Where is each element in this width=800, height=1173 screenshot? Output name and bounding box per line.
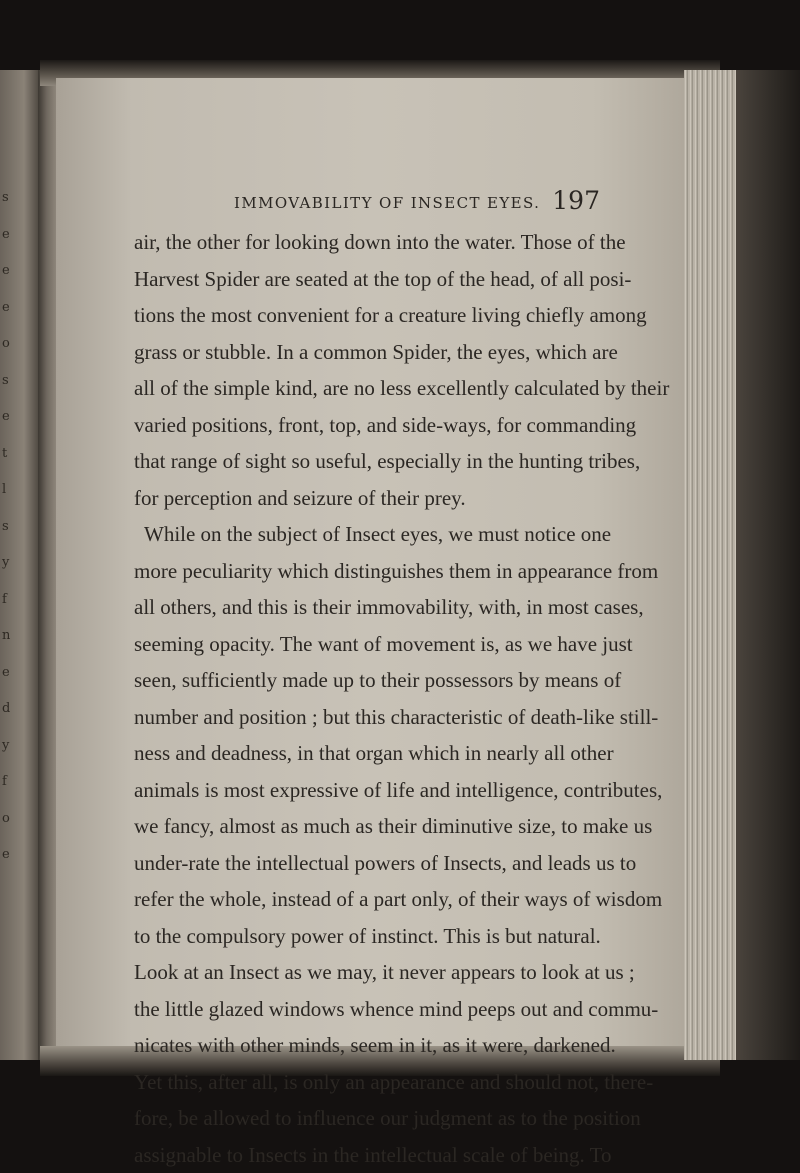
left-page-fragment: s xyxy=(2,373,9,388)
text-line: we fancy, almost as much as their diminutive size, to make us xyxy=(134,808,592,845)
left-page-fragment: d xyxy=(2,701,10,716)
text-line: fore, be allowed to influence our judgment as to the position xyxy=(134,1100,592,1137)
text-line: seeming opacity. The want of movement is, as we have just xyxy=(134,626,592,663)
left-page-fragment: e xyxy=(2,847,10,862)
text-line: Look at an Insect as we may, it never appears to look at us ; xyxy=(134,954,592,991)
text-line: air, the other for looking down into the water. Those of the xyxy=(134,224,592,261)
text-line: that range of sight so useful, especially in the hunting tribes, xyxy=(134,443,592,480)
background-shadow xyxy=(736,70,800,1060)
text-line: all of the simple kind, are no less excellently calculated by their xyxy=(134,370,592,407)
body-text xyxy=(134,224,594,1173)
running-head: IMMOVABILITY OF INSECT EYES. xyxy=(234,194,540,212)
left-page-fragment: f xyxy=(2,592,7,607)
left-page-fragment: f xyxy=(2,774,7,789)
left-page-fragment: n xyxy=(2,628,10,643)
left-page-fragment: e xyxy=(2,263,10,278)
text-line: grass or stubble. In a common Spider, the eyes, which are xyxy=(134,334,592,371)
left-page-fragment: e xyxy=(2,227,10,242)
text-line: varied positions, front, top, and side-ways, for commanding xyxy=(134,407,592,444)
text-line: under-rate the intellectual powers of Insects, and leads us to xyxy=(134,845,592,882)
text-line: tions the most convenient for a creature living chiefly among xyxy=(134,297,592,334)
text-line: nicates with other minds, seem in it, as it were, darkened. xyxy=(134,1027,592,1064)
left-page-fragment: t xyxy=(2,446,7,461)
text-line: Harvest Spider are seated at the top of the head, of all posi- xyxy=(134,261,592,298)
text-line: the little glazed windows whence mind peeps out and commu- xyxy=(134,991,592,1028)
text-line: seen, sufficiently made up to their possessors by means of xyxy=(134,662,592,699)
text-line: ness and deadness, in that organ which in nearly all other xyxy=(134,735,592,772)
left-facing-page xyxy=(0,70,40,1060)
left-page-fragment: y xyxy=(2,555,9,570)
page-header xyxy=(74,186,600,220)
text-line: assignable to Insects in the intellectual scale of being. To xyxy=(134,1137,592,1173)
left-page-fragment: y xyxy=(2,738,9,753)
text-line: all others, and this is their immovability, with, in most cases, xyxy=(134,589,592,626)
text-line: animals is most expressive of life and intelligence, contributes, xyxy=(134,772,592,809)
page-number: 197 xyxy=(552,186,600,215)
page-stack-edge xyxy=(684,70,740,1060)
text-line: more peculiarity which distinguishes them in appearance from xyxy=(134,553,592,590)
text-line: While on the subject of Insect eyes, we must notice one xyxy=(134,516,592,553)
text-line: Yet this, after all, is only an appearance and should not, there- xyxy=(134,1064,592,1101)
left-page-fragment: e xyxy=(2,409,10,424)
text-line: refer the whole, instead of a part only, of their ways of wisdom xyxy=(134,881,592,918)
text-line: for perception and seizure of their prey. xyxy=(134,480,592,517)
left-page-fragment: l xyxy=(2,482,6,497)
left-page-fragment: s xyxy=(2,519,9,534)
left-page-fragment: o xyxy=(2,811,10,826)
left-page-fragment: o xyxy=(2,336,10,351)
text-line: to the compulsory power of instinct. This is but natural. xyxy=(134,918,592,955)
left-page-fragment: e xyxy=(2,300,10,315)
left-page-fragment: e xyxy=(2,665,10,680)
text-line: number and position ; but this characteristic of death-like still- xyxy=(134,699,592,736)
left-page-fragment: s xyxy=(2,190,9,205)
